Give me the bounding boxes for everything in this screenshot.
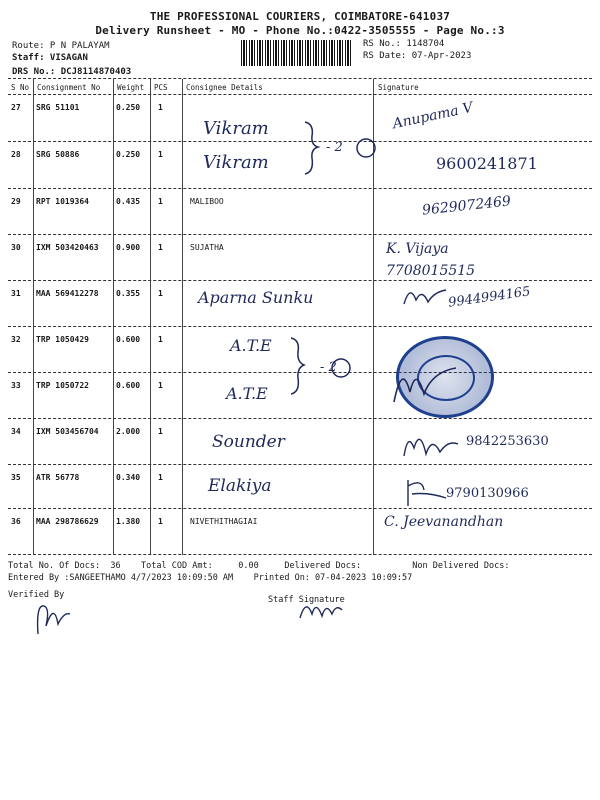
cell-weight: 0.250	[116, 103, 141, 112]
staff: Staff: VISAGAN	[12, 53, 88, 63]
signature-entry: 9600241871	[436, 154, 538, 173]
rs-number: RS No.: 1148704	[363, 39, 445, 49]
cell-consignee: MALIBOO	[190, 197, 224, 206]
cell-sno: 27	[11, 103, 21, 112]
col-consignment: Consignment No	[37, 83, 101, 92]
handwritten-consignee: Sounder	[212, 432, 285, 452]
cell-consignment: IXM 503456704	[36, 427, 99, 436]
signature-entry: 9842253630	[466, 434, 549, 449]
handwritten-consignee: A.T.E	[226, 384, 268, 403]
cell-consignment: SRG 51101	[36, 103, 80, 112]
col-pcs: PCS	[154, 83, 168, 92]
handwritten-consignee: Aparna Sunku	[198, 288, 314, 307]
signature-entry: 9629072469	[421, 193, 512, 219]
cell-consignment: MAA 569412278	[36, 289, 99, 298]
cell-consignment: MAA 298786629	[36, 517, 99, 526]
cell-pcs: 1	[158, 381, 163, 390]
col-weight: Weight	[117, 83, 145, 92]
col-signature: Signature	[378, 83, 419, 92]
cell-weight: 1.380	[116, 517, 141, 526]
cell-consignment: ATR 56778	[36, 473, 80, 482]
row-rule	[8, 464, 592, 465]
cell-consignment: RPT 1019364	[36, 197, 89, 206]
company-title: THE PROFESSIONAL COURIERS, COIMBATORE-641037	[149, 10, 451, 23]
cell-sno: 36	[11, 517, 21, 526]
cell-weight: 0.340	[116, 473, 141, 482]
col-consignee: Consignee Details	[186, 83, 263, 92]
cell-consignment: IXM 503420463	[36, 243, 99, 252]
cell-consignee: NIVETHITHAGIAI	[190, 517, 258, 526]
rs-info	[363, 38, 471, 62]
cell-sno: 28	[11, 150, 21, 159]
cell-weight: 0.600	[116, 381, 141, 390]
cell-sno: 33	[11, 381, 21, 390]
row-rule	[8, 418, 592, 419]
handwritten-consignee: Elakiya	[208, 476, 272, 496]
row-rule	[8, 508, 592, 509]
col-sno: S No	[11, 83, 30, 92]
signature-entry: 9790130966	[446, 486, 529, 501]
signature-scribble	[402, 476, 450, 510]
cell-consignment: SRG 50886	[36, 150, 80, 159]
cell-weight: 0.600	[116, 335, 141, 344]
cell-pcs: 1	[158, 150, 163, 159]
row-rule	[8, 234, 592, 235]
signature-scribble	[400, 280, 450, 310]
handwritten-consignee: Vikram	[203, 152, 269, 173]
cell-pcs: 1	[158, 243, 163, 252]
cell-weight: 0.435	[116, 197, 141, 206]
group-count-1: - 2	[326, 140, 343, 155]
table-top-rule	[8, 78, 592, 79]
cell-sno: 34	[11, 427, 21, 436]
cell-pcs: 1	[158, 517, 163, 526]
barcode	[241, 40, 353, 66]
cell-sno: 30	[11, 243, 21, 252]
row-rule	[8, 326, 592, 327]
stamp-signature	[390, 352, 460, 412]
row-rule	[8, 188, 592, 189]
cell-pcs: 1	[158, 335, 163, 344]
handwritten-consignee: Vikram	[203, 118, 269, 139]
signature-entry: C. Jeevanandhan	[384, 514, 504, 530]
cell-weight: 0.355	[116, 289, 141, 298]
cell-consignee: SUJATHA	[190, 243, 224, 252]
cell-weight: 0.250	[116, 150, 141, 159]
totals-line: Total No. Of Docs: 36 Total COD Amt: 0.00 Delivered Docs: Non Delivered Docs:	[8, 561, 510, 571]
table-header-rule	[8, 94, 592, 95]
cell-consignment: TRP 1050722	[36, 381, 89, 390]
cell-sno: 29	[11, 197, 21, 206]
cell-pcs: 1	[158, 197, 163, 206]
route-info	[12, 40, 131, 78]
cell-weight: 2.000	[116, 427, 141, 436]
cell-pcs: 1	[158, 103, 163, 112]
table-bottom-rule	[8, 554, 592, 555]
cell-sno: 35	[11, 473, 21, 482]
cell-consignment: TRP 1050429	[36, 335, 89, 344]
verified-signature	[30, 594, 76, 644]
route: Route: P N PALAYAM	[12, 41, 110, 51]
handwritten-consignee: A.T.E	[230, 336, 272, 355]
cell-pcs: 1	[158, 289, 163, 298]
signature-entry: Anupama V	[391, 99, 475, 133]
rs-date: RS Date: 07-Apr-2023	[363, 51, 472, 61]
cell-pcs: 1	[158, 473, 163, 482]
cell-sno: 31	[11, 289, 21, 298]
verified-by-label: Verified By	[8, 590, 65, 600]
table-row	[8, 510, 592, 556]
cell-weight: 0.900	[116, 243, 141, 252]
signature-entry: 9944994165	[447, 284, 532, 311]
staff-signature-scribble	[296, 596, 346, 624]
entered-by-line: Entered By :SANGEETHAMO 4/7/2023 10:09:50 AM Printed On: 07-04-2023 10:09:57	[8, 573, 413, 583]
signature-scribble	[400, 426, 462, 466]
staff-signature-label: Staff Signature	[268, 595, 345, 605]
runsheet-title: Delivery Runsheet - MO - Phone No.:0422-3505555 - Page No.:3	[95, 24, 505, 37]
group-count-2: - 2	[320, 360, 337, 375]
signature-entry: K. Vijaya 7708015515	[386, 241, 476, 279]
cell-sno: 32	[11, 335, 21, 344]
drs-number: DRS No.: DCJ8114870403	[12, 67, 132, 77]
cell-pcs: 1	[158, 427, 163, 436]
